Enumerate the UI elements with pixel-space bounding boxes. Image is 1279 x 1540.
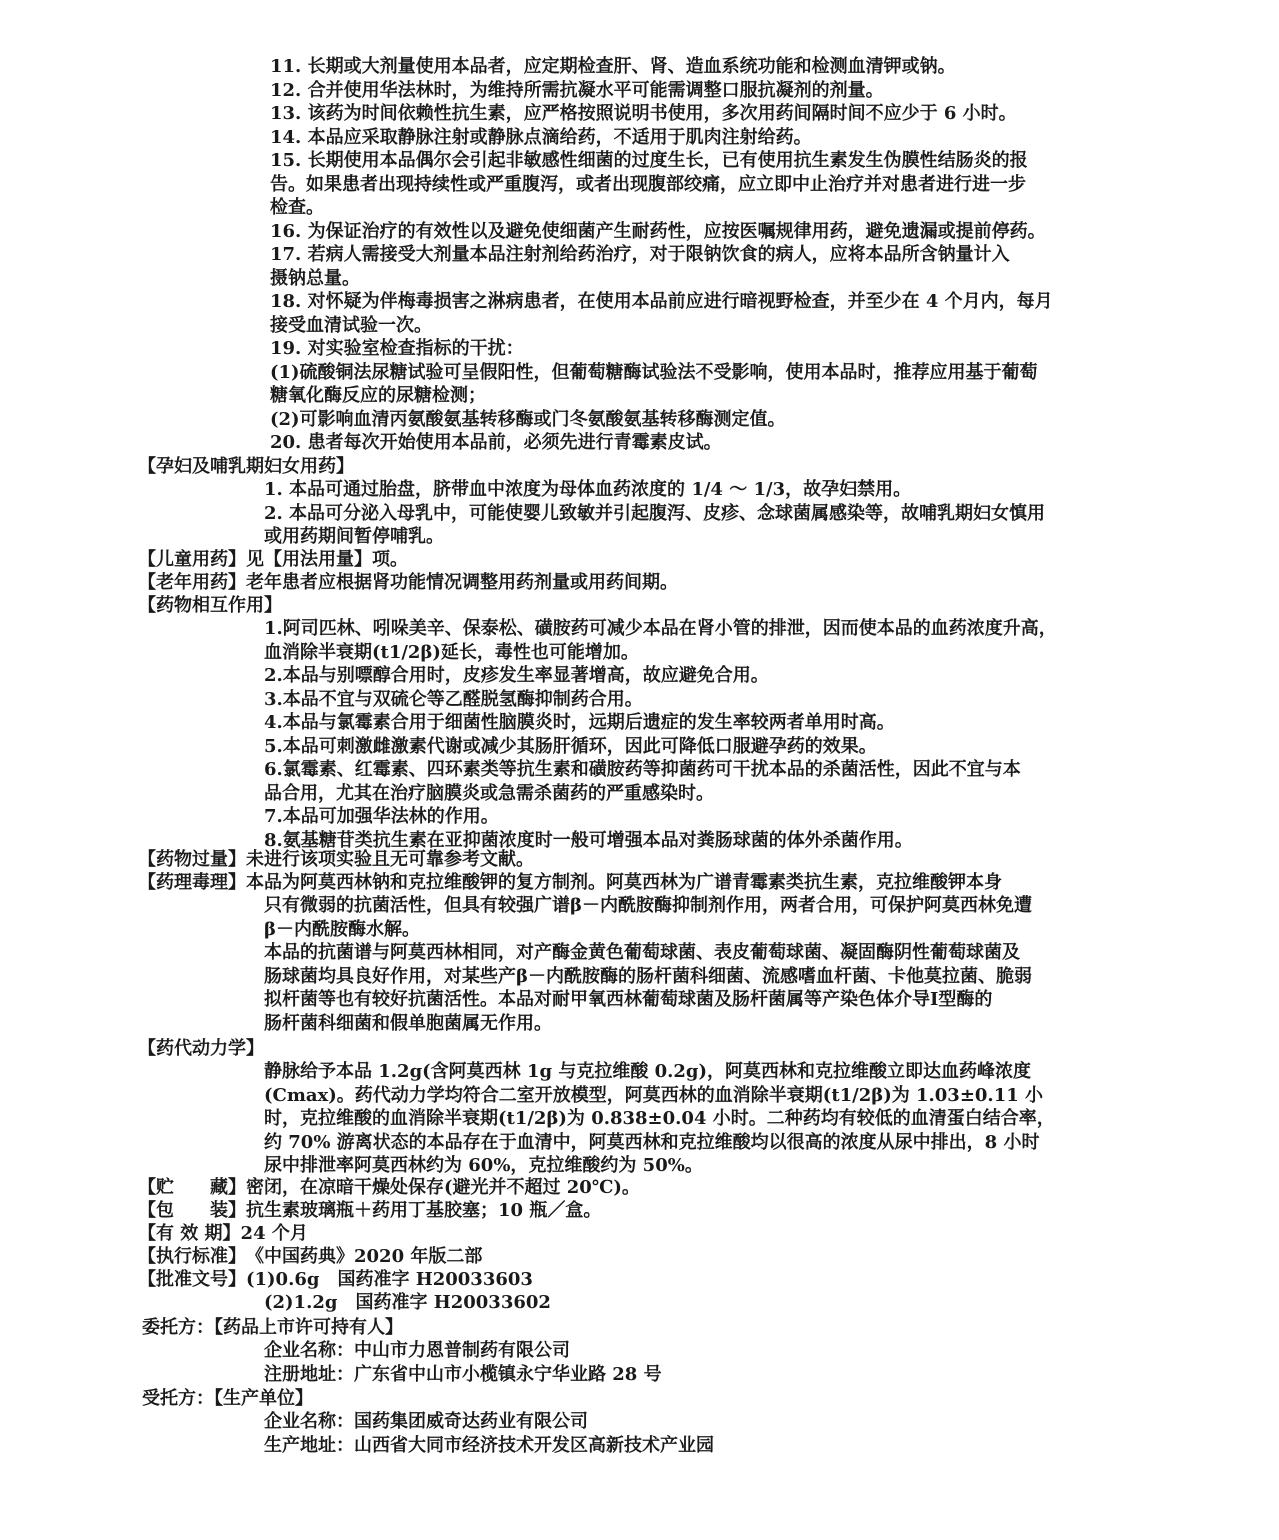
text-line: 15. 长期使用本品偶尔会引起非敏感性细菌的过度生长，已有使用抗生素发生伪膜性结肠炎的报 (270, 150, 1028, 171)
text-line: 12. 合并使用华法林时，为维持所需抗凝水平可能需调整口服抗凝剂的剂量。 (270, 79, 884, 101)
text-line: 只有微弱的抗菌活性，但具有较强广谱β－内酰胺酶抑制剂作用，两者合用，可保护阿莫西林免遭 (264, 895, 1032, 916)
section-heading: 【批准文号】 (138, 1269, 246, 1290)
text-line: 14. 本品应采取静脉注射或静脉点滴给药，不适用于肌肉注射给药。 (270, 126, 812, 148)
text-line: (1)硫酸铜法尿糖试验可呈假阳性，但葡萄糖酶试验法不受影响，使用本品时，推荐应用基于葡萄 (270, 361, 1038, 383)
section-heading: 受托方：【生产单位】 (142, 1388, 313, 1409)
text-line: 2. 本品可分泌入母乳中，可能使婴儿致敏并引起腹泻、皮疹、念球菌属感染等，故哺乳期妇女慎用 (264, 502, 1046, 524)
section-text: 见【用法用量】项。 (246, 549, 408, 570)
section-heading: 【执行标准】 (138, 1246, 246, 1267)
section-text: 未进行该项实验且无可靠参考文献。 (246, 849, 534, 870)
section-heading: 【药代动力学】 (138, 1038, 264, 1059)
section-text: 老年患者应根据肾功能情况调整用药剂量或用药间期。 (246, 572, 678, 593)
text-line: 本品的抗菌谱与阿莫西林相同，对产酶金黄色葡萄球菌、表皮葡萄球菌、凝固酶阴性葡萄球菌及 (264, 942, 1020, 963)
pharmacokinetics-body (264, 1060, 1055, 1178)
text-line: 6.氯霉素、红霉素、四环素类等抗生素和磺胺药等抑菌药可干扰本品的杀菌活性，因此不宜与本 (264, 759, 1021, 780)
company-name-line (264, 1410, 714, 1434)
text-line: 8.氨基糖苷类抗生素在亚抑菌浓度时一般可增强本品对粪肠球菌的体外杀菌作用。 (264, 829, 913, 851)
section-pharmacology (138, 871, 1002, 895)
text-line: 1. 本品可通过胎盘，脐带血中浓度为母体血药浓度的 1/4 ～ 1/3，故孕妇禁用。 (264, 479, 912, 500)
field-label: 企业名称： (264, 1411, 354, 1432)
text-line: (Cmax)。药代动力学均符合二室开放模型，阿莫西林的血消除半衰期(t1/2β)为 1.03±0.11 小 (264, 1084, 1044, 1106)
section-text: 本品为阿莫西林钠和克拉维酸钾的复方制剂。阿莫西林为广谱青霉素类抗生素，克拉维酸钾本身 (246, 872, 1002, 893)
section-storage (138, 1176, 640, 1200)
section-heading: 【老年用药】 (138, 572, 246, 593)
section-heading: 【药理毒理】 (138, 872, 246, 893)
section-pregnancy (138, 455, 354, 479)
text-line: 17. 若病人需接受大剂量本品注射剂给药治疗，对于限钠饮食的病人，应将本品所含钠量计入 (270, 244, 1010, 265)
text-line: 4.本品与氯霉素合用于细菌性脑膜炎时，远期后遗症的发生率较两者单用时高。 (264, 712, 895, 733)
text-line: 18. 对怀疑为伴梅毒损害之淋病患者，在使用本品前应进行暗视野检查，并至少在 4 个月内，每月 (270, 291, 1053, 312)
company-name: 中山市力恩普制药有限公司 (354, 1340, 570, 1361)
text-line: 拟杆菌等也有较好抗菌活性。本品对耐甲氧西林葡萄球菌及肠杆菌属等产染色体介导Ⅰ型酶的 (264, 989, 993, 1010)
text-line: 16. 为保证治疗的有效性以及避免使细菌产生耐药性，应按医嘱规律用药，避免遗漏或提前停药。 (270, 220, 1046, 242)
text-line: (2)可影响血清丙氨酸氨基转移酶或门冬氨酸氨基转移酶测定值。 (270, 408, 786, 430)
approval-body (264, 1291, 551, 1315)
pharmacology-body (264, 894, 1032, 1035)
text-line: 19. 对实验室检查指标的干扰： (270, 338, 524, 359)
company-address: 山西省大同市经济技术开发区高新技术产业园 (354, 1434, 714, 1456)
section-text: 24 个月 (240, 1223, 308, 1244)
section-standard (138, 1245, 482, 1269)
text-line: 约 70% 游离状态的本品存在于血清中，阿莫西林和克拉维酸均以很高的浓度从尿中排出，8 小时 (264, 1131, 1040, 1153)
text-line: 或用药期间暂停哺乳。 (264, 526, 444, 547)
text-line: 2.本品与别嘌醇合用时，皮疹发生率显著增高，故应避免合用。 (264, 665, 769, 686)
section-text: 抗生素玻璃瓶＋药用丁基胶塞；10 瓶／盒。 (246, 1200, 602, 1221)
approval-number: (2)1.2g 国药准字 H20033602 (264, 1292, 551, 1313)
consignee-body (264, 1410, 714, 1457)
text-line: 时，克拉维酸的血消除半衰期(t1/2β)为 0.838±0.04 小时。二种药均有较低的血清蛋白结合率， (264, 1108, 1055, 1129)
text-line: 尿中排泄率阿莫西林约为 60%，克拉维酸约为 50%。 (264, 1155, 703, 1176)
section-text: 密闭，在凉暗干燥处保存(避光并不超过 20℃)。 (246, 1177, 640, 1198)
text-line: 13. 该药为时间依赖性抗生素，应严格按照说明书使用，多次用药间隔时间不应少于 6 小时。 (270, 103, 1017, 124)
section-validity (138, 1222, 308, 1246)
company-address-line (264, 1363, 662, 1387)
field-label: 注册地址： (264, 1363, 354, 1385)
text-line: 3.本品不宜与双硫仑等乙醛脱氢酶抑制药合用。 (264, 688, 643, 710)
section-package (138, 1199, 601, 1223)
section-heading: 【有 效 期】 (138, 1223, 241, 1244)
approval-number: (1)0.6g 国药准字 H20033603 (246, 1269, 533, 1290)
text-line: 肠球菌均具良好作用，对某些产β－内酰胺酶的肠杆菌科细菌、流感嗜血杆菌、卡他莫拉菌、脆弱 (264, 965, 1032, 987)
interactions-body (264, 617, 1057, 852)
company-name: 国药集团威奇达药业有限公司 (354, 1411, 588, 1432)
text-line: 7.本品可加强华法林的作用。 (264, 806, 499, 827)
precautions-continued (270, 55, 1053, 455)
company-address: 广东省中山市小榄镇永宁华业路 28 号 (354, 1363, 662, 1385)
text-line: 告。如果患者出现持续性或严重腹泻，或者出现腹部绞痛，应立即中止治疗并对患者进行进一步 (270, 173, 1026, 195)
text-line: 1.阿司匹林、吲哚美辛、保泰松、磺胺药可减少本品在肾小管的排泄，因而使本品的血药浓度升高， (264, 618, 1057, 639)
text-line: β－内酰胺酶水解。 (264, 918, 420, 940)
section-heading: 【包 装】 (138, 1200, 246, 1221)
company-name-line (264, 1339, 662, 1363)
section-pharmacokinetics (138, 1037, 264, 1061)
field-label: 生产地址： (264, 1434, 354, 1456)
section-consignor (142, 1316, 403, 1340)
text-line: 糖氧化酶反应的尿糖检测； (270, 385, 486, 406)
text-line: 静脉给予本品 1.2g(含阿莫西林 1g 与克拉维酸 0.2g)，阿莫西林和克拉维酸立即达血药峰浓度 (264, 1061, 1032, 1082)
section-heading: 委托方：【药品上市许可持有人】 (142, 1317, 403, 1338)
section-heading: 【孕妇及哺乳期妇女用药】 (138, 456, 354, 477)
section-heading: 【药物过量】 (138, 849, 246, 870)
text-line: 5.本品可刺激雌激素代谢或减少其肠肝循环，因此可降低口服避孕药的效果。 (264, 735, 877, 757)
section-consignee (142, 1387, 313, 1411)
section-elderly (138, 571, 678, 595)
section-heading: 【药物相互作用】 (138, 595, 282, 616)
pregnancy-body (264, 478, 1045, 549)
section-approval (138, 1268, 533, 1292)
text-line: 品合用，尤其在治疗脑膜炎或急需杀菌药的严重感染时。 (264, 782, 714, 804)
section-heading: 【儿童用药】 (138, 549, 246, 570)
section-overdose (138, 848, 534, 872)
section-interactions (138, 594, 282, 618)
text-line: 20. 患者每次开始使用本品前，必须先进行青霉素皮试。 (270, 432, 722, 453)
consignor-body (264, 1339, 662, 1386)
section-text: 《中国药典》2020 年版二部 (246, 1246, 483, 1267)
text-line: 11. 长期或大剂量使用本品者，应定期检查肝、肾、造血系统功能和检测血清钾或钠。 (270, 56, 956, 77)
field-label: 企业名称： (264, 1340, 354, 1361)
company-address-line (264, 1434, 714, 1458)
text-line: 摄钠总量。 (270, 267, 360, 289)
text-line: 血消除半衰期(t1/2β)延长，毒性也可能增加。 (264, 641, 639, 663)
section-children (138, 548, 408, 572)
text-line: 检查。 (270, 197, 324, 218)
text-line: 肠杆菌科细菌和假单胞菌属无作用。 (264, 1012, 552, 1034)
text-line: 接受血清试验一次。 (270, 314, 432, 336)
section-heading: 【贮 藏】 (138, 1177, 246, 1198)
